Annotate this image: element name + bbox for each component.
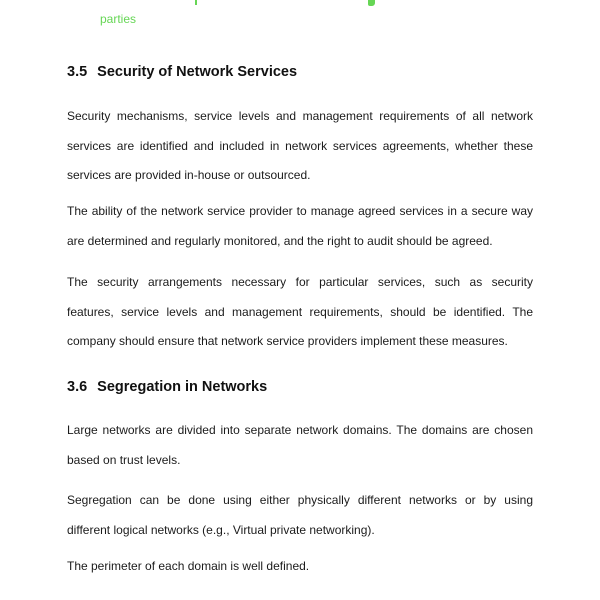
- section-title: Security of Network Services: [97, 64, 298, 80]
- section-title: Segregation in Networks: [97, 379, 268, 395]
- paragraph-line: Large networks are divided into separate network domains. The domains are chosen: [67, 423, 533, 437]
- clipped-text-fragment: [368, 0, 375, 6]
- paragraph: [67, 416, 533, 475]
- paragraph-line: company should ensure that network service providers implement these measures.: [67, 334, 508, 348]
- paragraph: [67, 552, 533, 582]
- section-heading-3-5: [67, 62, 533, 82]
- paragraph-line: The perimeter of each domain is well defined.: [67, 559, 310, 573]
- section-number: 3.6: [67, 379, 88, 395]
- paragraph-line: different logical networks (e.g., Virtual private networking).: [67, 522, 375, 537]
- clipped-list-line: parties: [100, 12, 137, 26]
- paragraph-line: The security arrangements necessary for particular services, such as security: [67, 275, 533, 289]
- paragraph-line: are determined and regularly monitored, and the right to audit should be agreed.: [67, 233, 493, 248]
- paragraph-line: Security mechanisms, service levels and management requirements of all network: [67, 109, 533, 123]
- paragraph: [67, 197, 533, 256]
- paragraph-line: The ability of the network service provider to manage agreed services in a secure way: [67, 204, 533, 218]
- paragraph-line: Segregation can be done using either physically different networks or by using: [67, 493, 533, 507]
- paragraph-line: based on trust levels.: [67, 452, 181, 467]
- paragraph: [67, 102, 533, 191]
- clipped-text-fragment: [195, 0, 197, 5]
- section-number: 3.5: [67, 64, 88, 80]
- section-heading-3-6: [67, 377, 533, 397]
- paragraph-line: services are identified and included in network services agreements, whether these: [67, 138, 533, 153]
- paragraph-line: services are provided in-house or outsourced.: [67, 168, 311, 182]
- paragraph: [67, 486, 533, 545]
- paragraph-line: features, service levels and management requirements, should be identified. The: [67, 304, 533, 319]
- paragraph: [67, 268, 533, 357]
